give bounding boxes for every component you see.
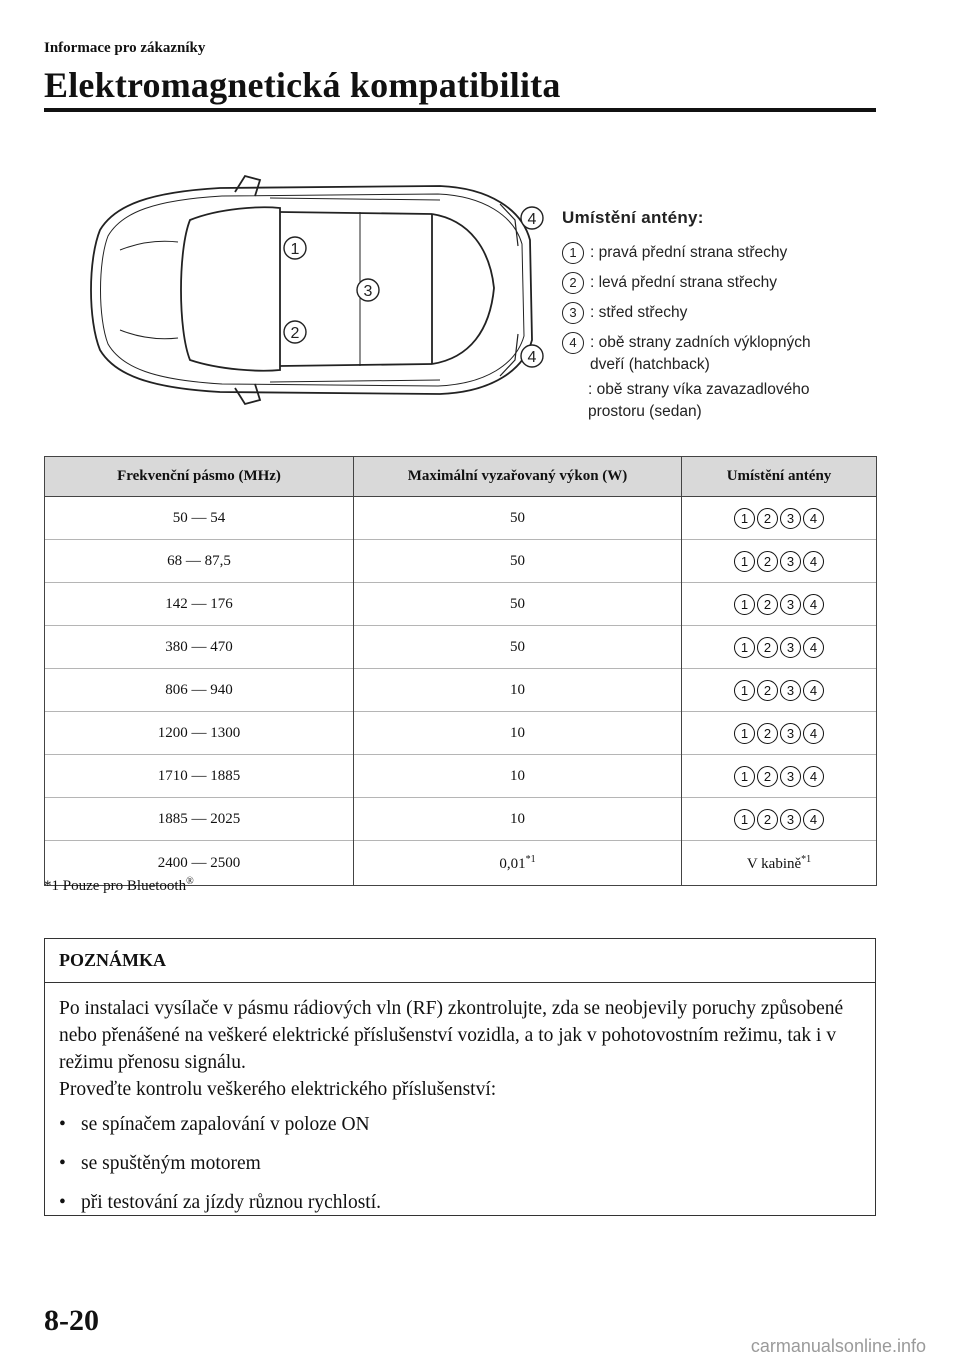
- cell-power: 50: [354, 626, 682, 669]
- bullet-text-2: se spuštěným motorem: [81, 1153, 261, 1174]
- cell-power: [354, 841, 682, 886]
- cell-location: [682, 755, 877, 798]
- antenna-number-badge: 1: [734, 809, 755, 830]
- table-row: [45, 798, 877, 841]
- antenna-number-badge: 1: [734, 637, 755, 658]
- cell-frequency: 68 — 87,5: [45, 540, 354, 583]
- legend-item-1: [562, 242, 882, 264]
- antenna-number-badge: 2: [757, 723, 778, 744]
- location-footnote-ref: *1: [801, 853, 812, 865]
- cell-location: [682, 841, 877, 886]
- antenna-number-badge: 2: [757, 637, 778, 658]
- legend-title: Umístění antény:: [562, 208, 704, 227]
- antenna-number-badge: 1: [734, 551, 755, 572]
- cell-frequency: 380 — 470: [45, 626, 354, 669]
- cell-location: [682, 712, 877, 755]
- table-row: [45, 583, 877, 626]
- watermark: carmanualsonline.info: [750, 1336, 926, 1356]
- table-row: [45, 755, 877, 798]
- table-row: [45, 712, 877, 755]
- bullet-icon: •: [59, 1192, 66, 1213]
- antenna-number-badge: 3: [780, 508, 801, 529]
- table-row: [45, 626, 877, 669]
- legend-number-3: 3: [562, 302, 584, 324]
- antenna-number-badge: 3: [780, 637, 801, 658]
- antenna-number-badge: 1: [734, 766, 755, 787]
- antenna-number-badge: 2: [757, 594, 778, 615]
- legend-item-4: [562, 332, 882, 375]
- legend-item-3: [562, 302, 882, 324]
- cell-power: 10: [354, 669, 682, 712]
- antenna-number-badge: 3: [780, 680, 801, 701]
- marker-4-top-label: 4: [527, 211, 537, 228]
- cell-frequency: 1710 — 1885: [45, 755, 354, 798]
- cell-frequency: 1885 — 2025: [45, 798, 354, 841]
- table-row: [45, 669, 877, 712]
- cell-location: [682, 497, 877, 540]
- list-item: [59, 1111, 861, 1138]
- antenna-number-badge: 1: [734, 680, 755, 701]
- cell-power: 10: [354, 798, 682, 841]
- section-label: Informace pro zákazníky: [44, 40, 206, 56]
- footnote: [44, 876, 194, 895]
- legend-item-4-sedan: [588, 379, 882, 422]
- legend-text-4: : obě strany zadních výklopných dveří (hatchback): [590, 334, 811, 373]
- col-frequency: Frekvenční pásmo (MHz): [45, 457, 354, 497]
- bullet-icon: •: [59, 1114, 66, 1135]
- antenna-number-badge: 2: [757, 551, 778, 572]
- antenna-number-badge: 3: [780, 723, 801, 744]
- note-box: [44, 938, 876, 1216]
- cell-location: [682, 626, 877, 669]
- table-header-row: [45, 457, 877, 497]
- antenna-number-badge: 4: [803, 680, 824, 701]
- car-top-view-diagram: [60, 170, 550, 410]
- power-value: 0,01: [499, 855, 526, 872]
- cell-power: 50: [354, 497, 682, 540]
- cell-frequency: 50 — 54: [45, 497, 354, 540]
- antenna-number-badge: 3: [780, 594, 801, 615]
- antenna-number-badge: 2: [757, 766, 778, 787]
- antenna-number-badge: 2: [757, 809, 778, 830]
- cell-power: 50: [354, 540, 682, 583]
- table-body: [45, 497, 877, 886]
- page-title: Elektromagnetická kompatibilita: [44, 65, 561, 105]
- list-item: [59, 1189, 861, 1216]
- antenna-legend: [562, 208, 882, 431]
- antenna-number-badge: 4: [803, 594, 824, 615]
- bullet-text-3: při testování za jízdy různou rychlostí.: [81, 1192, 382, 1213]
- cell-frequency: 142 — 176: [45, 583, 354, 626]
- note-paragraph: Po instalaci vysílače v pásmu rádiových vln (RF) zkontrolujte, zda se neobjevily poruchy způsobené nebo přenášené na veškeré elektrické příslušenství vozidla, a to jak v pohotovostním režimu, tak i v režimu přenosu signálu.: [59, 998, 844, 1073]
- marker-4-bottom-label: 4: [527, 349, 537, 366]
- cell-power: 50: [354, 583, 682, 626]
- antenna-number-badge: 3: [780, 766, 801, 787]
- antenna-number-badge: 4: [803, 508, 824, 529]
- legend-number-4: 4: [562, 332, 584, 354]
- marker-3-label: 3: [363, 283, 373, 300]
- note-instruction: Proveďte kontrolu veškerého elektrického příslušenství:: [59, 1079, 497, 1100]
- location-text: V kabině: [746, 855, 802, 872]
- cell-location: [682, 540, 877, 583]
- col-power: Maximální vyzařovaný výkon (W): [354, 457, 682, 497]
- antenna-number-badge: 2: [757, 680, 778, 701]
- antenna-number-badge: 3: [780, 809, 801, 830]
- legend-text-1: : pravá přední strana střechy: [590, 244, 788, 261]
- antenna-number-badge: 4: [803, 766, 824, 787]
- legend-text-3: : střed střechy: [590, 304, 688, 321]
- list-item: [59, 1150, 861, 1177]
- cell-power: 10: [354, 712, 682, 755]
- marker-1-label: 1: [290, 241, 300, 258]
- legend-item-2: [562, 272, 882, 294]
- antenna-number-badge: 1: [734, 508, 755, 529]
- antenna-number-badge: 3: [780, 551, 801, 572]
- cell-power: 10: [354, 755, 682, 798]
- antenna-number-badge: 4: [803, 551, 824, 572]
- antenna-number-badge: 2: [757, 508, 778, 529]
- cell-frequency: 2400 — 2500: [45, 841, 354, 886]
- bullet-icon: •: [59, 1153, 66, 1174]
- antenna-number-badge: 4: [803, 637, 824, 658]
- title-divider: [44, 108, 876, 112]
- cell-location: [682, 669, 877, 712]
- bullet-text-1: se spínačem zapalování v poloze ON: [81, 1114, 370, 1135]
- legend-number-1: 1: [562, 242, 584, 264]
- antenna-number-badge: 1: [734, 723, 755, 744]
- note-body: [45, 983, 875, 1240]
- antenna-number-badge: 4: [803, 723, 824, 744]
- note-bullet-list: [59, 1111, 861, 1216]
- table-row: [45, 540, 877, 583]
- cell-location: [682, 583, 877, 626]
- registered-mark: ®: [186, 876, 194, 887]
- cell-frequency: 1200 — 1300: [45, 712, 354, 755]
- legend-number-2: 2: [562, 272, 584, 294]
- antenna-number-badge: 1: [734, 594, 755, 615]
- frequency-table: [44, 456, 877, 886]
- footnote-text: *1 Pouze pro Bluetooth: [44, 878, 187, 894]
- marker-2-label: 2: [290, 325, 300, 342]
- legend-text-2: : levá přední strana střechy: [590, 274, 777, 291]
- note-heading: POZNÁMKA: [45, 939, 875, 983]
- col-location: Umístění antény: [682, 457, 877, 497]
- cell-frequency: 806 — 940: [45, 669, 354, 712]
- power-footnote-ref: *1: [525, 853, 536, 865]
- table-row: [45, 497, 877, 540]
- cell-location: [682, 798, 877, 841]
- antenna-number-badge: 4: [803, 809, 824, 830]
- page-number: 8-20: [44, 1304, 99, 1337]
- legend-text-4-sedan: : obě strany víka zavazadlového prostoru (sedan): [588, 381, 810, 421]
